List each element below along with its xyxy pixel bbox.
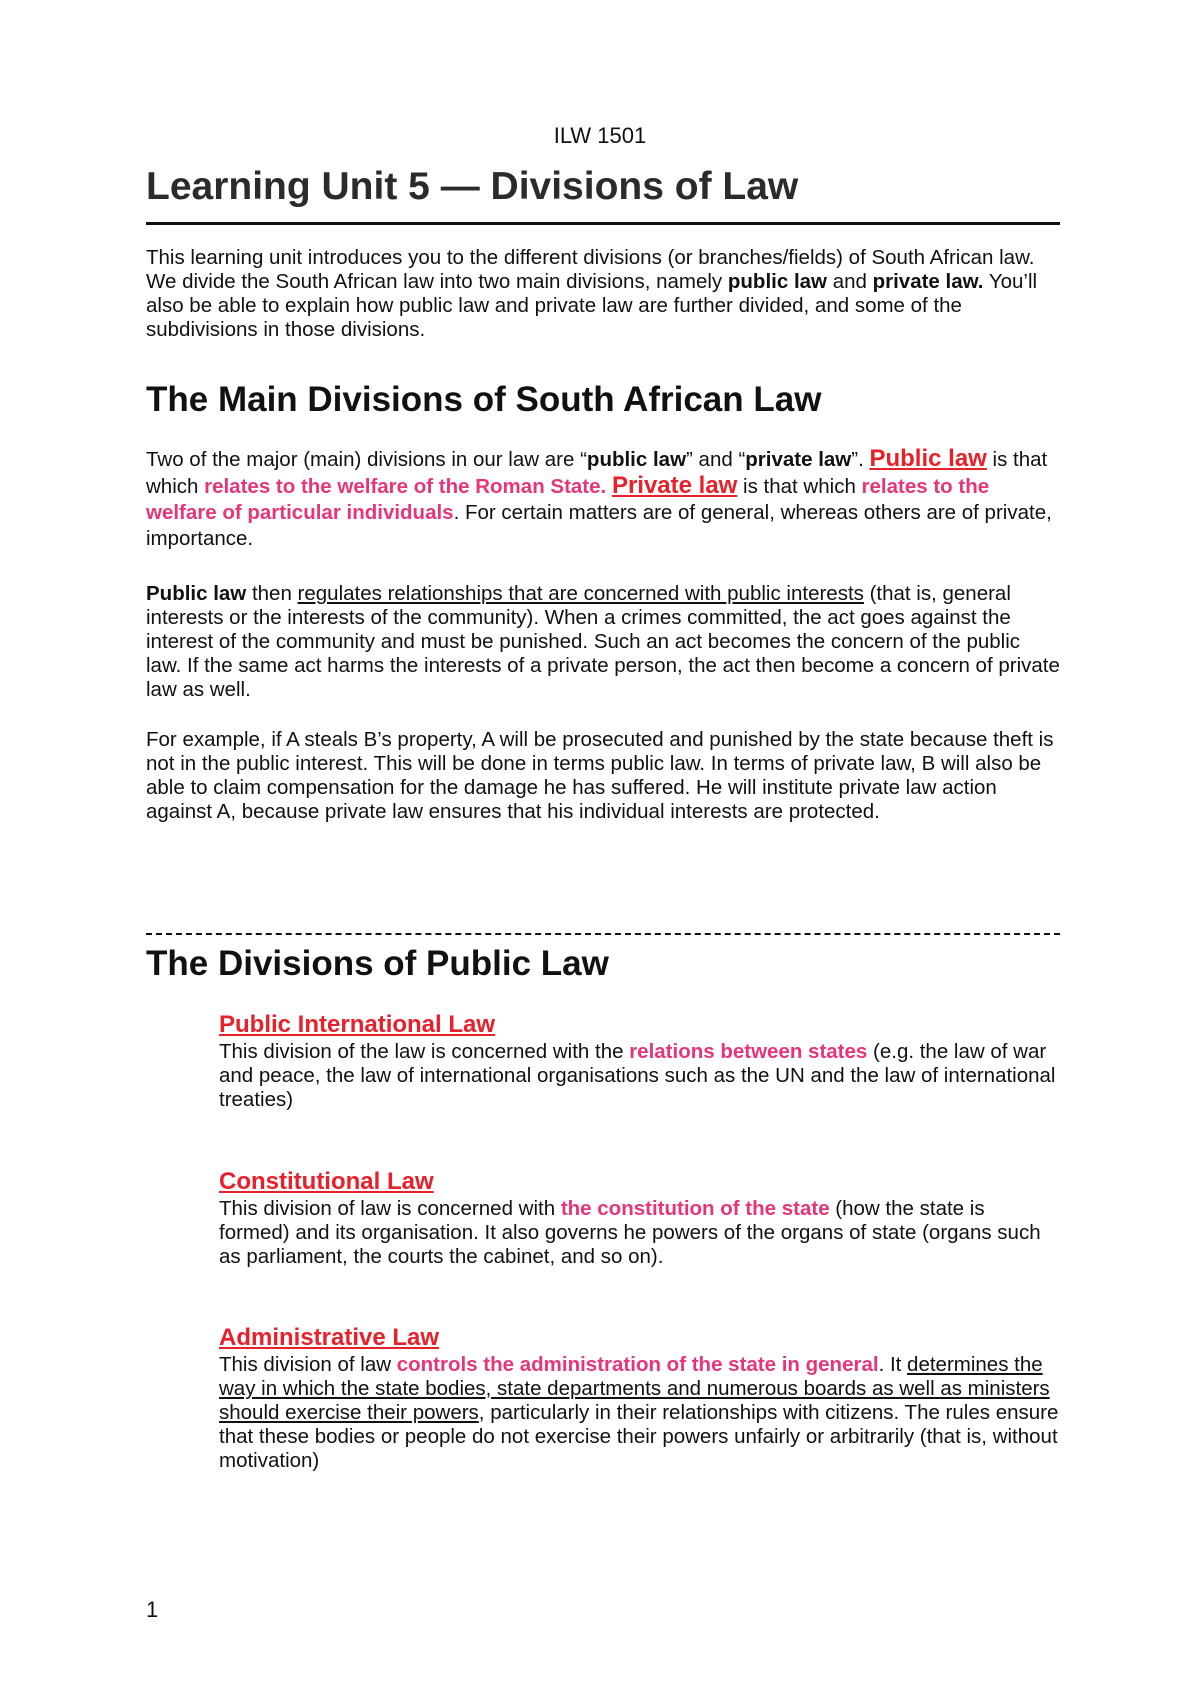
text-run: ” and “ xyxy=(686,448,746,471)
division-constitutional-law xyxy=(219,1167,1060,1269)
pink-highlight: the constitution of the state xyxy=(560,1197,830,1220)
intro-bold-public-law: public law xyxy=(727,270,827,293)
main-divisions-paragraph-1 xyxy=(146,446,1060,552)
text-run: (how the state is formed) and its organisation. It also governs he powers of the organs of state (organs such as parliament, the courts the cabinet, and so on). xyxy=(219,1197,1041,1268)
text-run: is that which xyxy=(737,475,862,498)
title-rule xyxy=(146,222,1060,225)
division-description xyxy=(219,1197,1060,1269)
text-run: Two of the major (main) divisions in our law are “ xyxy=(146,448,587,471)
pink-highlight: relations between states xyxy=(629,1040,868,1063)
text-run: . It xyxy=(878,1353,908,1376)
text-run: ”. xyxy=(851,448,870,471)
roman-state-highlight: relates to the welfare of the Roman State. xyxy=(204,475,607,498)
main-divisions-paragraph-3: For example, if A steals B’s property, A will be prosecuted and punished by the state because theft is not in the public interest. This will be done in terms public law. In terms of private law, B will also be able to claim compensation for the damage he has suffered. He will institute private law action against A, because private law ensures that his individual interests are protected. xyxy=(146,728,1054,823)
text-run: (e.g. the law of war and peace, the law of international organisations such as the UN and the law of international treaties) xyxy=(219,1040,1056,1111)
underlined-text: regulates relationships that are concerned with public interests xyxy=(297,582,864,605)
division-description xyxy=(219,1040,1060,1112)
division-public-international-law xyxy=(219,1010,1060,1112)
intro-text: and xyxy=(827,270,873,293)
intro-paragraph xyxy=(146,246,1060,342)
text-run: then xyxy=(246,582,298,605)
text-run: . For certain matters are of general, whereas others are of private, importance. xyxy=(146,501,1052,550)
main-divisions-heading: The Main Divisions of South African Law xyxy=(146,380,822,419)
text-run: , particularly in their relationships with citizens. The rules ensure that these bodies or people do not exercise their powers unfairly or arbitrarily (that is, without motivation) xyxy=(219,1401,1059,1472)
pink-highlight: controls the administration of the state in general xyxy=(396,1353,879,1376)
text-run: (that is, general interests or the interests of the community). When a crimes committed, the act goes against the interest of the community and must be punished. Such an act becomes the concern of the public law. If the same act harms the interests of a private person, the act then become a concern of private law as well. xyxy=(146,582,1060,701)
text-run: This division of law is concerned with xyxy=(219,1197,561,1220)
bold-public-law: public law xyxy=(586,448,687,471)
division-title: Public International Law xyxy=(219,1011,496,1038)
text-run: This division of the law is concerned with the xyxy=(219,1040,630,1063)
text-run: This division of law xyxy=(219,1353,397,1376)
bold-public-law: Public law xyxy=(146,582,247,605)
bold-private-law: private law xyxy=(745,448,852,471)
main-divisions-paragraph-2 xyxy=(146,582,1060,702)
intro-bold-private-law: private law. xyxy=(872,270,984,293)
division-title: Constitutional Law xyxy=(219,1168,434,1195)
division-description xyxy=(219,1353,1060,1473)
underlined-text: determines the way in which the state bodies, state departments and numerous boards as well as ministers should exercise their powers xyxy=(219,1353,1050,1424)
text-run: is that which xyxy=(146,448,1048,498)
private-law-highlight: Private law xyxy=(611,472,738,499)
individuals-highlight: relates to the welfare of particular individuals xyxy=(146,475,990,524)
page-number: 1 xyxy=(146,1597,159,1622)
intro-text: You’ll also be able to explain how public law and private law are further divided, and some of the subdivisions in those divisions. xyxy=(146,270,1038,341)
course-code: ILW 1501 xyxy=(553,123,647,148)
division-title: Administrative Law xyxy=(219,1324,440,1351)
public-law-highlight: Public law xyxy=(869,445,987,472)
dashed-separator xyxy=(146,933,1060,935)
unit-title: Learning Unit 5 — Divisions of Law xyxy=(146,165,799,208)
public-law-heading: The Divisions of Public Law xyxy=(146,944,609,983)
division-administrative-law xyxy=(219,1323,1060,1473)
intro-text: This learning unit introduces you to the different divisions (or branches/fields) of South African law. We divide the South African law into two main divisions, namely xyxy=(146,246,1035,293)
